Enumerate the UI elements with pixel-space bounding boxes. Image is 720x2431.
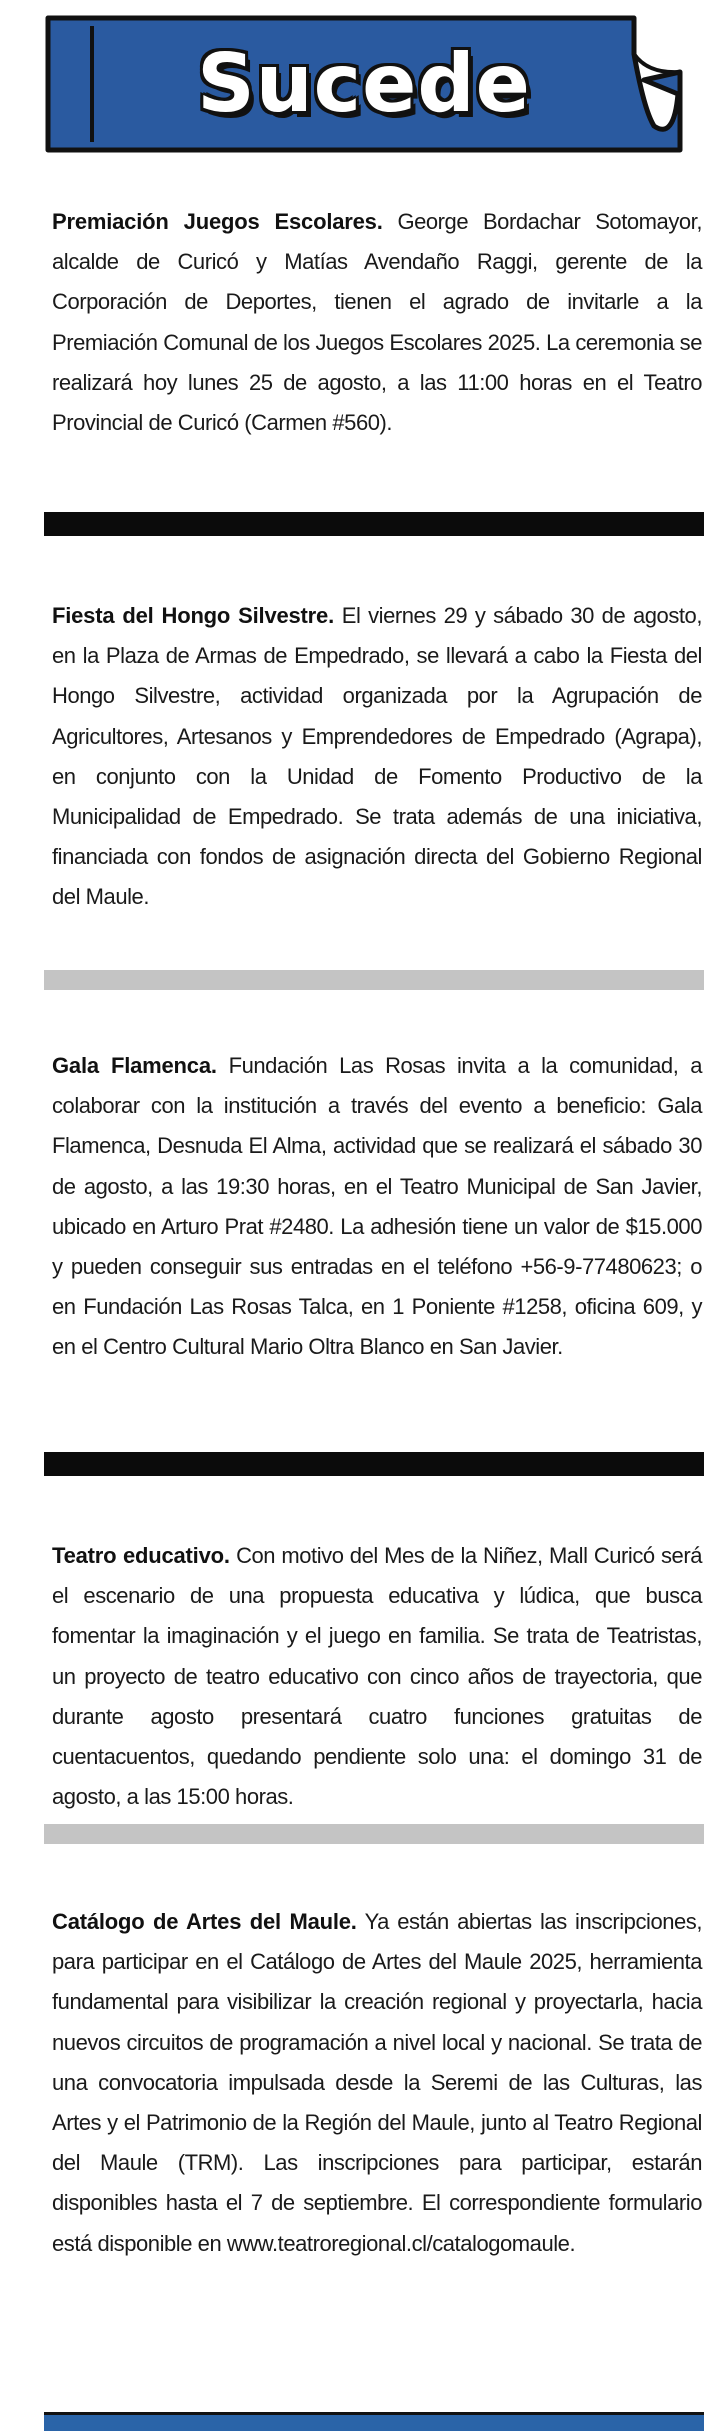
- news-item-fiesta-hongo: [52, 596, 702, 918]
- news-item-gala-flamenca: [52, 1046, 702, 1368]
- news-item-premiacion: [52, 202, 702, 443]
- news-item-body: George Bordachar Sotomayor, alcalde de Curicó y Matías Avendaño Raggi, gerente de la Corporación de Deportes, tienen el agrado de invitarle a la Premiación Comunal de los Juegos Escolares 2025. La ceremonia se realizará hoy lunes 25 de agosto, a las 11:00 horas en el Teatro Provincial de Curicó (Carmen #560).: [52, 209, 702, 436]
- news-item-body: Ya están abiertas las inscripciones, para participar en el Catálogo de Artes del Maule 2025, herramienta fundamental para visibilizar la creación regional y proyectarla, hacia nuevos circuitos de programación a nivel local y nacional. Se trata de una convocatoria impulsada desde la Seremi de las Culturas, las Artes y el Patrimonio de la Región del Maule, junto al Teatro Regional del Maule (TRM). Las inscripciones para participar, estarán disponibles hasta el 7 de septiembre. El correspondiente formulario está disponible en www.teatroregional.cl/catalogomaule.: [52, 1909, 703, 2256]
- separator-bar: [44, 970, 704, 990]
- section-title: Sucede: [197, 37, 531, 130]
- news-item-headline: Fiesta del Hongo Silvestre.: [52, 603, 334, 628]
- news-item-headline: Catálogo de Artes del Maule.: [52, 1909, 357, 1934]
- news-item-headline: Premiación Juegos Escolares.: [52, 209, 383, 234]
- separator-bar: [44, 512, 704, 536]
- footer-bar: [44, 2412, 704, 2431]
- separator-bar: [44, 1452, 704, 1476]
- news-item-catalogo-artes: [52, 1902, 702, 2264]
- news-item-body: Fundación Las Rosas invita a la comunidad, a colaborar con la institución a través del evento a beneficio: Gala Flamenca, Desnuda El Alma, actividad que se realizará el sábado 30 de agosto, a las 19:30 horas, en el Teatro Municipal de San Javier, ubicado en Arturo Prat #2480. La adhesión tiene un valor de $15.000 y pueden conseguir sus entradas en el teléfono +56-9-77480623; o en Fundación Las Rosas Talca, en 1 Poniente #1258, oficina 609, y en el Centro Cultural Mario Oltra Blanco en San Javier.: [52, 1053, 702, 1360]
- news-item-headline: Teatro educativo.: [52, 1543, 230, 1568]
- news-item-body: Con motivo del Mes de la Niñez, Mall Curicó será el escenario de una propuesta educativa y lúdica, que busca fomentar la imaginación y el juego en familia. Se trata de Teatristas, un proyecto de teatro educativo con cinco años de trayectoria, que durante agosto presentará cuatro funciones gratuitas de cuentacuentos, quedando pendiente solo una: el domingo 31 de agosto, a las 15:00 horas.: [52, 1543, 702, 1810]
- section-banner: [44, 14, 684, 154]
- news-item-headline: Gala Flamenca.: [52, 1053, 217, 1078]
- separator-bar: [44, 1824, 704, 1844]
- news-item-teatro-educativo: [52, 1536, 702, 1817]
- news-item-body: El viernes 29 y sábado 30 de agosto, en la Plaza de Armas de Empedrado, se llevará a cabo la Fiesta del Hongo Silvestre, actividad organizada por la Agrupación de Agricultores, Artesanos y Emprendedores de Empedrado (Agrapa), en conjunto con la Unidad de Fomento Productivo de la Municipalidad de Empedrado. Se trata además de una iniciativa, financiada con fondos de asignación directa del Gobierno Regional del Maule.: [52, 603, 702, 910]
